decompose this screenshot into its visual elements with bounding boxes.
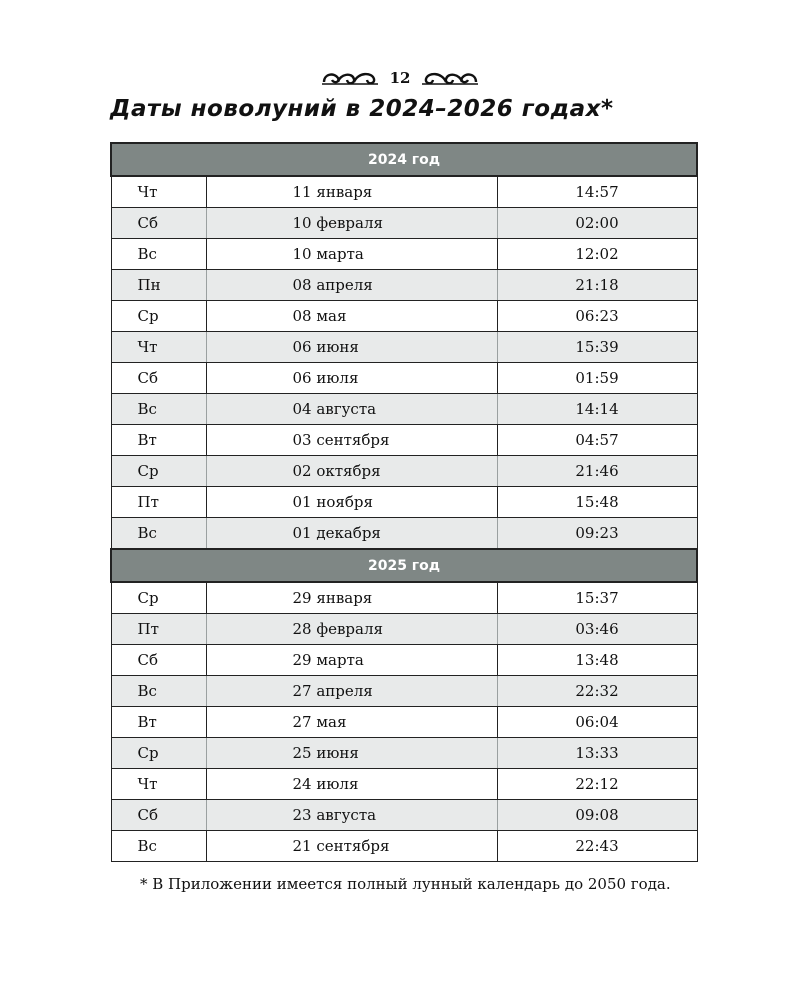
weekday-cell: Чт bbox=[111, 332, 206, 363]
date-cell: 04 августа bbox=[206, 394, 497, 425]
time-cell: 22:12 bbox=[497, 769, 697, 800]
page-number: 12 bbox=[389, 69, 411, 87]
time-cell: 22:32 bbox=[497, 676, 697, 707]
weekday-cell: Вс bbox=[111, 831, 206, 862]
weekday-cell: Ср bbox=[111, 456, 206, 487]
time-cell: 06:04 bbox=[497, 707, 697, 738]
date-cell: 01 декабря bbox=[206, 518, 497, 550]
table-row bbox=[111, 738, 697, 769]
time-cell: 13:33 bbox=[497, 738, 697, 769]
time-cell: 15:39 bbox=[497, 332, 697, 363]
date-cell: 01 ноября bbox=[206, 487, 497, 518]
weekday-cell: Ср bbox=[111, 738, 206, 769]
weekday-cell: Пт bbox=[111, 487, 206, 518]
date-cell: 21 сентября bbox=[206, 831, 497, 862]
table-row bbox=[111, 487, 697, 518]
table-row bbox=[111, 456, 697, 487]
date-cell: 28 февраля bbox=[206, 614, 497, 645]
weekday-cell: Сб bbox=[111, 800, 206, 831]
weekday-cell: Ср bbox=[111, 301, 206, 332]
date-cell: 29 января bbox=[206, 582, 497, 614]
table-row bbox=[111, 363, 697, 394]
time-cell: 15:37 bbox=[497, 582, 697, 614]
weekday-cell: Сб bbox=[111, 363, 206, 394]
table-row bbox=[111, 270, 697, 301]
time-cell: 02:00 bbox=[497, 208, 697, 239]
date-cell: 06 июля bbox=[206, 363, 497, 394]
time-cell: 21:18 bbox=[497, 270, 697, 301]
year-label: 2025 год bbox=[111, 549, 697, 582]
table-row bbox=[111, 645, 697, 676]
weekday-cell: Вт bbox=[111, 707, 206, 738]
time-cell: 04:57 bbox=[497, 425, 697, 456]
table-row bbox=[111, 518, 697, 550]
table-row bbox=[111, 332, 697, 363]
time-cell: 14:14 bbox=[497, 394, 697, 425]
footnote: * В Приложении имеется полный лунный календарь до 2050 года. bbox=[140, 875, 671, 893]
page-title: Даты новолуний в 2024–2026 годах* bbox=[110, 96, 614, 122]
table-row bbox=[111, 394, 697, 425]
page-header bbox=[0, 64, 800, 92]
time-cell: 12:02 bbox=[497, 239, 697, 270]
table-row bbox=[111, 176, 697, 208]
time-cell: 15:48 bbox=[497, 487, 697, 518]
date-cell: 03 сентября bbox=[206, 425, 497, 456]
table-row bbox=[111, 831, 697, 862]
time-cell: 06:23 bbox=[497, 301, 697, 332]
table-row bbox=[111, 769, 697, 800]
left-ornament-icon bbox=[320, 68, 380, 88]
time-cell: 21:46 bbox=[497, 456, 697, 487]
weekday-cell: Вс bbox=[111, 239, 206, 270]
time-cell: 22:43 bbox=[497, 831, 697, 862]
table-row bbox=[111, 301, 697, 332]
date-cell: 06 июня bbox=[206, 332, 497, 363]
weekday-cell: Ср bbox=[111, 582, 206, 614]
weekday-cell: Вс bbox=[111, 394, 206, 425]
table-row bbox=[111, 239, 697, 270]
time-cell: 14:57 bbox=[497, 176, 697, 208]
time-cell: 03:46 bbox=[497, 614, 697, 645]
weekday-cell: Вс bbox=[111, 676, 206, 707]
date-cell: 24 июля bbox=[206, 769, 497, 800]
weekday-cell: Чт bbox=[111, 176, 206, 208]
weekday-cell: Пт bbox=[111, 614, 206, 645]
table-row bbox=[111, 582, 697, 614]
time-cell: 13:48 bbox=[497, 645, 697, 676]
date-cell: 10 марта bbox=[206, 239, 497, 270]
new-moon-table bbox=[110, 142, 698, 862]
date-cell: 29 марта bbox=[206, 645, 497, 676]
date-cell: 02 октября bbox=[206, 456, 497, 487]
table-row bbox=[111, 208, 697, 239]
date-cell: 27 мая bbox=[206, 707, 497, 738]
date-cell: 27 апреля bbox=[206, 676, 497, 707]
date-cell: 11 января bbox=[206, 176, 497, 208]
table-row bbox=[111, 676, 697, 707]
time-cell: 01:59 bbox=[497, 363, 697, 394]
weekday-cell: Чт bbox=[111, 769, 206, 800]
year-label: 2024 год bbox=[111, 143, 697, 176]
date-cell: 23 августа bbox=[206, 800, 497, 831]
table-row bbox=[111, 800, 697, 831]
year-header-row bbox=[111, 143, 697, 176]
table-row bbox=[111, 425, 697, 456]
table-row bbox=[111, 614, 697, 645]
date-cell: 08 мая bbox=[206, 301, 497, 332]
table-row bbox=[111, 707, 697, 738]
weekday-cell: Вт bbox=[111, 425, 206, 456]
date-cell: 25 июня bbox=[206, 738, 497, 769]
weekday-cell: Сб bbox=[111, 208, 206, 239]
time-cell: 09:08 bbox=[497, 800, 697, 831]
weekday-cell: Вс bbox=[111, 518, 206, 550]
time-cell: 09:23 bbox=[497, 518, 697, 550]
weekday-cell: Сб bbox=[111, 645, 206, 676]
right-ornament-icon bbox=[420, 68, 480, 88]
date-cell: 10 февраля bbox=[206, 208, 497, 239]
year-header-row bbox=[111, 549, 697, 582]
date-cell: 08 апреля bbox=[206, 270, 497, 301]
weekday-cell: Пн bbox=[111, 270, 206, 301]
